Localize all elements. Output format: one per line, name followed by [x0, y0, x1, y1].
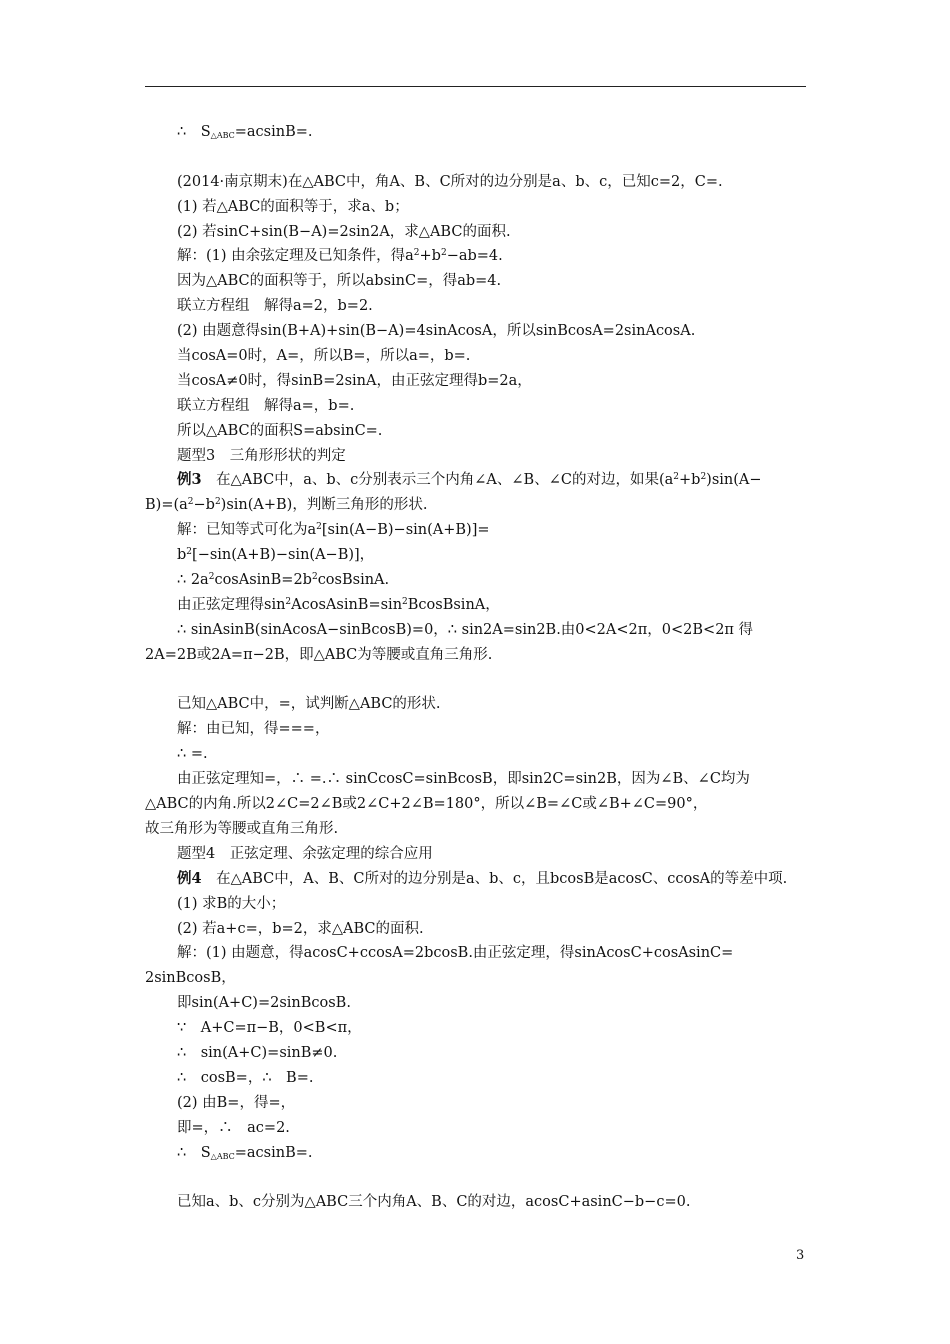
problem-part-2: (2) 若a+c=，b=2，求△ABC的面积. [177, 920, 424, 937]
section-heading-4: 题型4 正弦定理、余弦定理的综合应用 [177, 845, 433, 862]
solution-line: 2sinBcosB， [145, 970, 236, 987]
problem-statement: 已知a、b、c分别为△ABC三个内角A、B、C的对边，acosC+asinC−b−c=0. [177, 1194, 691, 1211]
solution-line: 解：(1) 由题意，得acosC+ccosA=2bcosB.由正弦定理，得sinAcosC+cosAsinC= [177, 945, 734, 962]
example-3-label: 例3 [177, 471, 202, 489]
problem-part-2: (2) 若sinC+sin(B−A)=2sin2A，求△ABC的面积. [177, 223, 511, 240]
example-3-line: $B)=(a^2-b^2)\sin(A+B)$，判断三角形的形状. [145, 497, 428, 514]
solution-line: 所以△ABC的面积S=absinC=. [177, 422, 383, 439]
solution-line: 解：(1) 由余弦定理及已知条件，得$a^2+b^2-ab=4$. [177, 248, 503, 265]
solution-line: 解：由已知，得===， [177, 721, 330, 738]
problem-statement: (2014·南京期末)在△ABC中，角A、B、C所对的边分别是a、b、c，已知c=2，C=. [177, 173, 723, 190]
solution-line: 即sin(A+C)=2sinBcosB. [177, 995, 351, 1012]
solution-line: $b^2[-\sin(A+B)-\sin(A-B)]$， [177, 547, 375, 564]
solution-line: △ABC的内角.所以2∠C=2∠B或2∠C+2∠B=180°，所以∠B=∠C或∠B+∠C=90°， [145, 796, 708, 813]
solution-line: (2) 由题意得sin(B+A)+sin(B−A)=4sinAcosA，所以sinBcosA=2sinAcosA. [177, 323, 696, 340]
solution-line: 当cosA≠0时，得sinB=2sinA，由正弦定理得b=2a， [177, 372, 532, 389]
solution-line: 联立方程组 解得a=2，b=2. [177, 298, 373, 315]
solution-line: 解：已知等式可化为$a^2[\sin(A-B)-\sin(A+B)]=$ [177, 522, 490, 539]
solution-line: 由正弦定理得$\sin^2AcosAsinB=\sin^2BcosBsinA$， [177, 596, 500, 613]
area-result-line: ∴ $S_{\triangle ABC}=acsinB=$. [177, 124, 313, 140]
solution-line: 因为△ABC的面积等于，所以absinC=，得ab=4. [177, 273, 502, 290]
solution-line: ∴ sin(A+C)=sinB≠0. [177, 1044, 338, 1061]
solution-line: ∴ $2a^2cosAsinB=2b^2cosBsinA$. [177, 572, 390, 589]
solution-line: ∵ A+C=π−B，0<B<π， [177, 1020, 362, 1037]
problem-part-1: (1) 求B的大小； [177, 895, 286, 912]
problem-statement: 已知△ABC中，=，试判断△ABC的形状. [177, 696, 441, 713]
example-4-label: 例4 [177, 869, 202, 887]
solution-line: 联立方程组 解得a=，b=. [177, 397, 355, 414]
solution-line: 故三角形为等腰或直角三角形. [145, 820, 339, 837]
header-rule [145, 86, 806, 87]
solution-line: 2A=2B或2A=π−2B，即△ABC为等腰或直角三角形. [145, 646, 493, 663]
solution-line: 由正弦定理知=，∴ =.∴ sinCcosC=sinBcosB，即sin2C=sin2B，因为∠B、∠C均为 [177, 771, 750, 788]
page-number: 3 [796, 1248, 805, 1263]
solution-line: ∴ =. [177, 746, 208, 763]
area-result-line: ∴ $S_{\triangle ABC}=acsinB=$. [177, 1144, 313, 1161]
solution-line: 当cosA=0时，A=，所以B=，所以a=，b=. [177, 348, 471, 365]
solution-line: ∴ sinAsinB(sinAcosA−sinBcosB)=0，∴ sin2A=sin2B.由0<2A<2π，0<2B<2π 得 [177, 621, 754, 638]
document-body [145, 120, 806, 1215]
section-heading-3: 题型3 三角形形状的判定 [177, 447, 346, 464]
solution-line: 即=，∴ ac=2. [177, 1119, 290, 1136]
example-4-line: 例4 在△ABC中，A、B、C所对的边分别是a、b、c，且bcosB是acosC、ccosA的等差中项. [177, 869, 788, 887]
example-3-line: 例3 在△ABC中，a、b、c分别表示三个内角∠A、∠B、∠C的对边，如果$(a^2+b^2)\sin(A-$ [177, 471, 762, 489]
solution-line: (2) 由B=，得=， [177, 1094, 296, 1111]
solution-line: ∴ cosB=，∴ B=. [177, 1069, 314, 1086]
problem-part-1: (1) 若△ABC的面积等于，求a、b； [177, 198, 409, 215]
